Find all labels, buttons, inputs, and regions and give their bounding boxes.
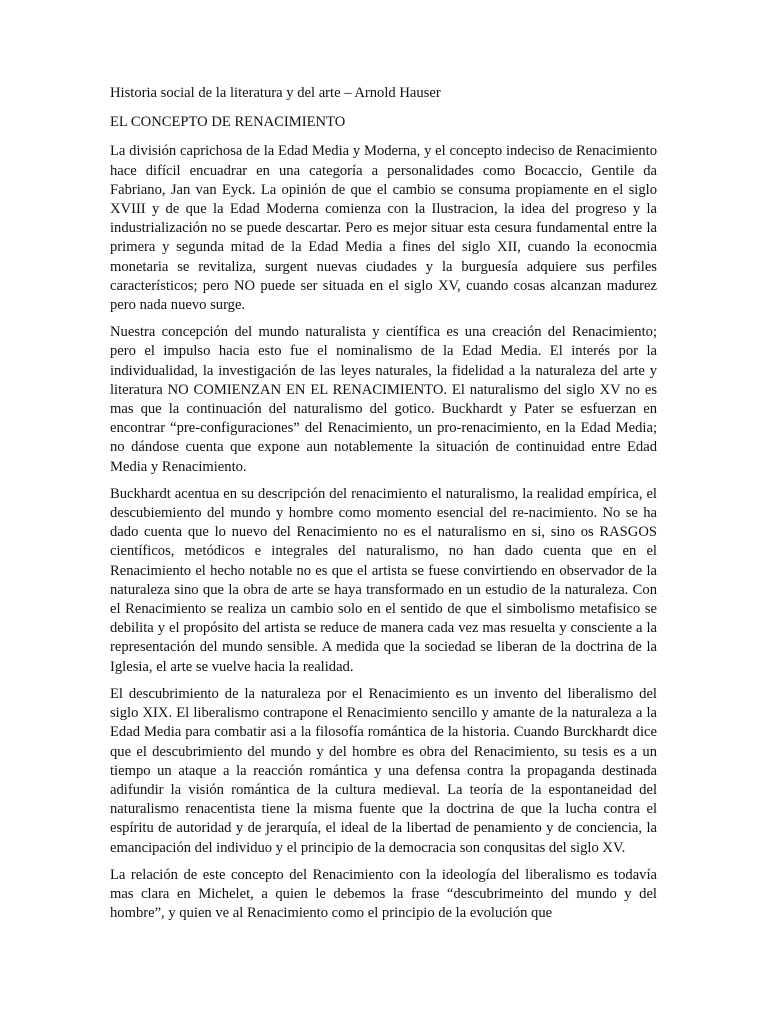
document-page bbox=[110, 84, 657, 931]
section-heading: EL CONCEPTO DE RENACIMIENTO bbox=[110, 114, 346, 131]
paragraph: La división caprichosa de la Edad Media y Moderna, y el concepto indeciso de Renacimiento hace difícil encuadrar en una categoría a personalidades como Bocaccio, Gentile da Fabriano, Jan van Eyck. La opinión de que el cambio se consuma propiamente en el siglo XVIII y de que la Edad Moderna comienza con la Ilustracion, la idea del progreso y la industrialización no se puede descartar. Pero es mejor situar esta cesura fundamental entre la primera y segunda mitad de la Edad Media a fines del siglo XII, cuando la econocmia monetaria se revitaliza, surgent nuevas ciudades y la burguesía adquiere sus perfiles característicos; pero NO puede ser situada en el siglo XV, cuando cosas alcanzan madurez pero nada nuevo surge. bbox=[110, 143, 657, 314]
paragraph: Buckhardt acentua en su descripción del renacimiento el naturalismo, la realidad empírica, el descubiemiento del mundo y hombre como momento esencial del re-nacimiento. No se ha dado cuenta que lo nuevo del Renacimiento no es el naturalismo en si, sino os RASGOS científicos, metódicos e integrales del naturalismo, no han dado cuenta que en el Renacimiento el hecho notable no es que el artista se fuese convirtiendo en observador de la naturaleza sino que la obra de arte se haya transformado en un estudio de la naturaleza. Con el Renacimiento se realiza un cambio solo en el sentido de que el simbolismo metafisico se debilita y el propósito del artista se reduce de manera cada vez mas resuelta y consciente a la representación del mundo sensible. A medida que la sociedad se liberan de la doctrina de la Iglesia, el arte se vuelve hacia la realidad. bbox=[110, 485, 657, 675]
paragraph: Nuestra concepción del mundo naturalista y científica es una creación del Renacimiento; pero el impulso hacia esto fue el nominalismo de la Edad Media. El interés por la individualidad, la investigación de las leyes naturales, la fidelidad a la naturaleza del arte y literatura NO COMIENZAN EN EL RENACIMIENTO. El naturalismo del siglo XV no es mas que la continuación del naturalismo del gotico. Buckhardt y Pater se esfuerzan en encontrar “pre-configuraciones” del Renacimiento, un pro-renacimiento, en la Edad Media; no dándose cuenta que expone aun notablemente la situación de continuidad entre Edad Media y Renacimiento. bbox=[110, 324, 657, 475]
document-title: Historia social de la literatura y del arte – Arnold Hauser bbox=[110, 85, 441, 101]
paragraph: La relación de este concepto del Renacimiento con la ideología del liberalismo es todavía mas clara en Michelet, a quien le debemos la frase “descubrimeinto del mundo y del hombre”, y quien ve al Renacimiento como el principio de la evolución que bbox=[110, 866, 657, 922]
paragraph: El descubrimiento de la naturaleza por el Renacimiento es un invento del liberalismo del siglo XIX. El liberalismo contrapone el Renacimiento sencillo y amante de la naturaleza a la Edad Media para combatir asi a la filosofía romántica de la historia. Cuando Burckhardt dice que el descubrimiento del mundo y del hombre es obra del Renacimiento, su tesis es a un tiempo un ataque a la reacción romántica y una defensa contra la propaganda destinada adifundir la visión romántica de la cultura medieval. La teoría de la espontaneidad del naturalismo renacentista tiene la misma fuente que la doctrina de que la lucha contra el espíritu de autoridad y de jerarquía, el ideal de la libertad de penamiento y de conciencia, la emancipación del individuo y el principio de la democracia son conqusitas del siglo XV. bbox=[110, 685, 657, 856]
